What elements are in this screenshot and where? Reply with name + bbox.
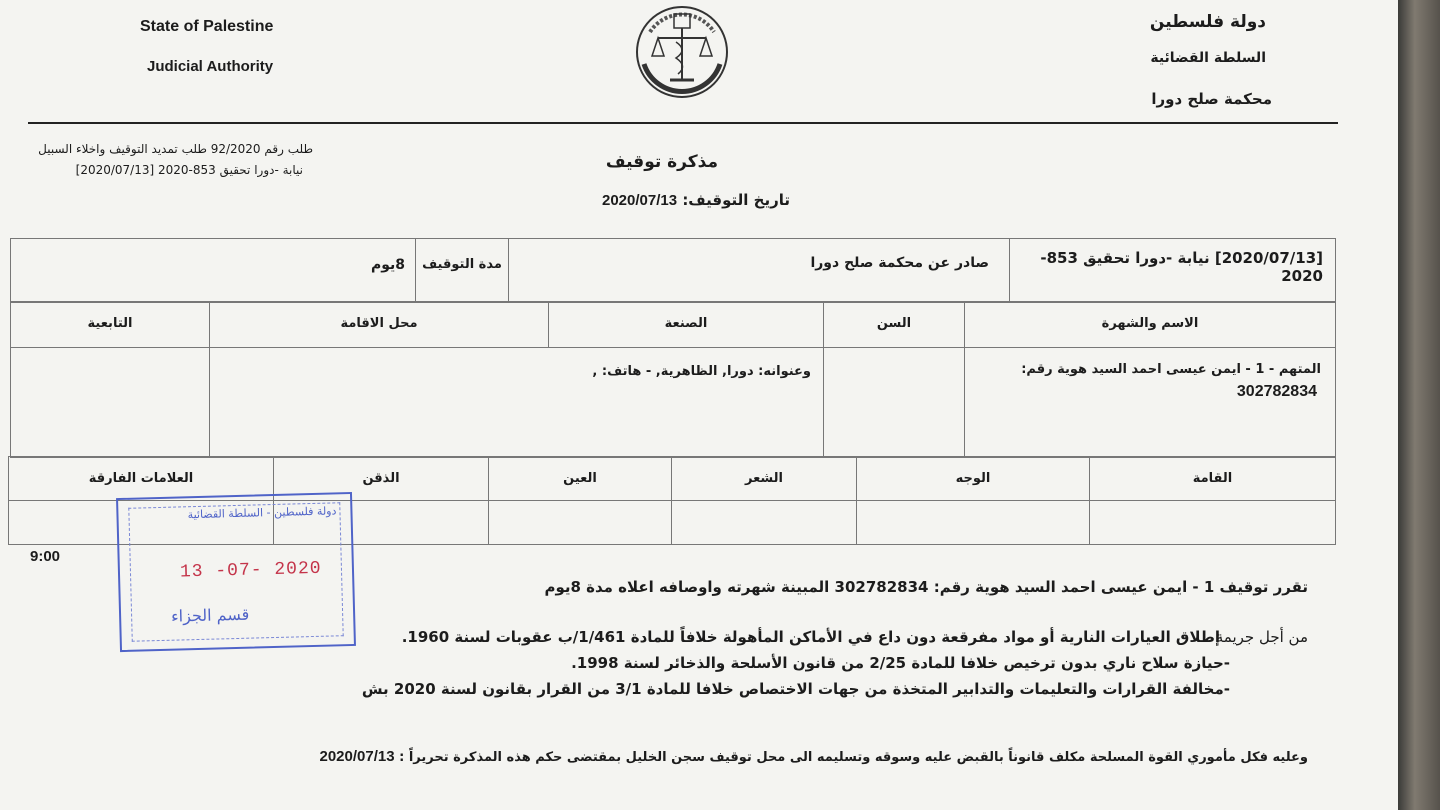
nationality-value — [11, 348, 210, 458]
request-line: طلب رقم 92/2020 طلب تمديد التوقيف واخلاء السبيل — [38, 142, 313, 156]
case-ref-cell — [1010, 239, 1336, 303]
header-name: الاسم والشهرة — [965, 302, 1336, 348]
feature-height: القامة — [1090, 457, 1336, 501]
header-ar-authority: السلطة القضائية — [1150, 50, 1266, 66]
person-table — [10, 301, 1336, 458]
header-en-authority: Judicial Authority — [147, 58, 274, 75]
arrest-date-value: 2020/07/13 — [602, 192, 678, 209]
feature-eye: العين — [489, 457, 672, 501]
accused-cell — [965, 348, 1336, 458]
arrest-date-row — [602, 191, 790, 209]
background-edge — [1398, 0, 1440, 810]
header-en-country: State of Palestine — [140, 18, 274, 35]
court-stamp — [116, 492, 356, 652]
case-table — [10, 238, 1336, 303]
header-divider — [28, 122, 1338, 124]
prosecution-line: نيابة -دورا تحقيق 853-2020 [2020/07/13] — [75, 163, 303, 177]
judicial-scales-emblem-icon — [632, 2, 732, 102]
address-cell — [210, 348, 824, 458]
feature-face: الوجه — [857, 457, 1090, 501]
header-occupation: الصنعة — [549, 302, 824, 348]
duration-value-cell — [11, 239, 416, 303]
feature-chin: الذقن — [274, 457, 489, 501]
time: 9:00 — [30, 548, 61, 565]
header-nationality: التابعية — [11, 302, 210, 348]
decision-text: تقرر توقيف 1 - ايمن عيسى احمد السيد هوية رقم: 302782834 المبينة شهرته واوصافه اعلاه مدة 8يوم — [544, 578, 1308, 596]
charge-line-2: -حيازة سلاح ناري بدون ترخيص خلافا للمادة 2/25 من قانون الأسلحة والذخائر لسنة 1998. — [571, 654, 1230, 672]
stamp-date: 13 -07- 2020 — [179, 558, 322, 583]
accused-id: 302782834 — [1236, 383, 1317, 400]
issued-by-cell — [509, 239, 1010, 303]
issued-by: صادر عن محكمة صلح دورا — [810, 255, 989, 271]
document-title: مذكرة توقيف — [605, 152, 718, 172]
stamp-dept: قسم الجزاء — [170, 604, 250, 626]
header-ar-country: دولة فلسطين — [1149, 12, 1266, 32]
case-ref: [2020/07/13] نيابة -دورا تحقيق 853-2020 — [1040, 249, 1323, 285]
address: وعنوانه: دورا, الظاهرية, - هاتف: , — [592, 364, 811, 379]
accused-line: المتهم - 1 - ايمن عيسى احمد السيد هوية رقم: — [1021, 362, 1321, 377]
closing-sentence: وعليه فكل مأموري القوة المسلحة مكلف قانوناً بالقبض عليه وسوقه وتسليمه الى محل توقيف سجن الخليل بمقتضى حكم هذه المذكرة تحريراً : — [399, 750, 1308, 765]
charges-intro: من أجل جريمة — [1215, 628, 1308, 646]
header-ar-court: محكمة صلح دورا — [1151, 90, 1272, 108]
duration-value: 8يوم — [371, 257, 406, 273]
closing-text — [320, 748, 1309, 765]
feature-hair: الشعر — [672, 457, 857, 501]
stamp-top-text: دولة فلسطين - السلطة القضائية — [187, 504, 337, 522]
age-value — [824, 348, 965, 458]
feature-marks: العلامات الفارقة — [9, 457, 274, 501]
arrest-date-label: تاريخ التوقيف: — [682, 191, 790, 209]
header-residence: محل الاقامة — [210, 302, 549, 348]
charge-line-1: إطلاق العيارات النارية أو مواد مفرقعة دون داع في الأماكن المأهولة خلافاً للمادة 1/461/ب عقوبات لسنة 1960. — [401, 628, 1220, 646]
closing-date: 2020/07/13 — [319, 748, 395, 765]
duration-label: مدة التوقيف — [422, 257, 502, 272]
header-age: السن — [824, 302, 965, 348]
charge-line-3: -مخالفة القرارات والتعليمات والتدابير المتخذة من جهات الاختصاص خلافا للمادة 3/1 من القرار بقانون لسنة 2020 بش — [361, 680, 1230, 698]
duration-label-cell — [416, 239, 509, 303]
